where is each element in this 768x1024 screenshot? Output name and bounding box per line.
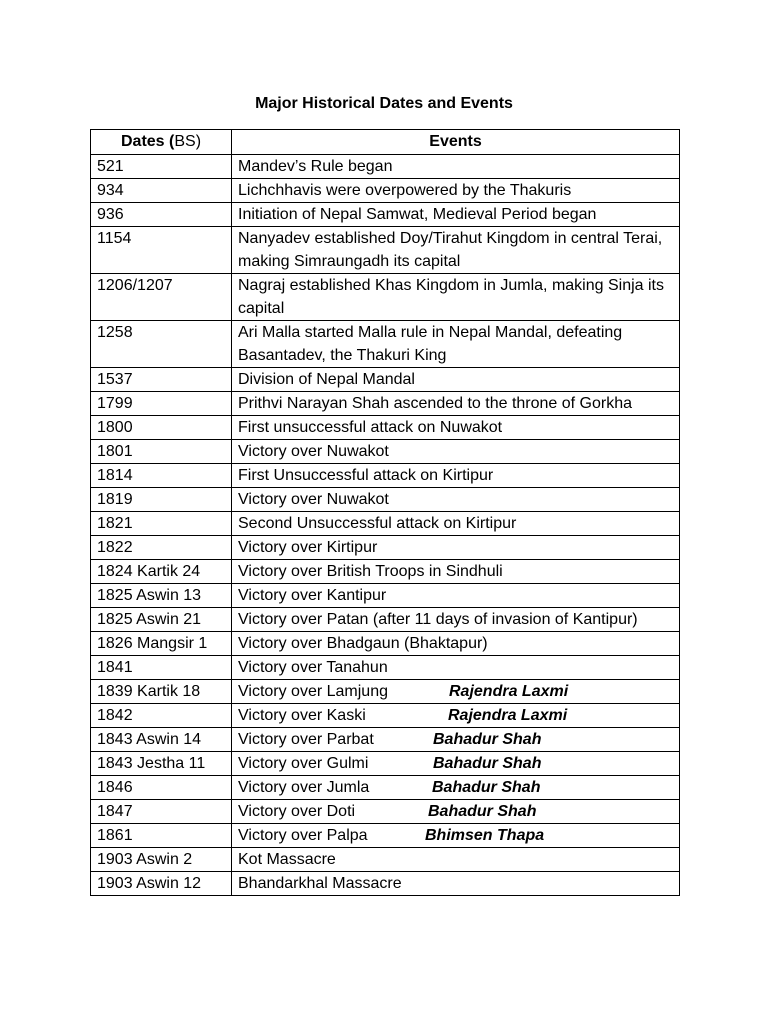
event-text: Victory over Nuwakot bbox=[238, 443, 389, 460]
event-line bbox=[238, 179, 673, 202]
event-cell bbox=[232, 848, 680, 872]
date-cell: 1825 Aswin 13 bbox=[91, 584, 232, 608]
event-cell bbox=[232, 752, 680, 776]
ruler-name: Bahadur Shah bbox=[433, 755, 542, 772]
event-cell bbox=[232, 440, 680, 464]
events-column-header bbox=[232, 130, 680, 155]
event-line bbox=[238, 824, 673, 847]
table-row bbox=[91, 608, 680, 632]
event-text: Victory over Nuwakot bbox=[238, 491, 389, 508]
event-line bbox=[238, 155, 673, 178]
event-text: Victory over Gulmi bbox=[238, 755, 369, 772]
table-row bbox=[91, 848, 680, 872]
dates-column-header bbox=[91, 130, 232, 155]
page-title: Major Historical Dates and Events bbox=[255, 95, 513, 112]
event-line bbox=[238, 608, 673, 631]
event-cell bbox=[232, 632, 680, 656]
event-cell bbox=[232, 488, 680, 512]
date-cell: 1824 Kartik 24 bbox=[91, 560, 232, 584]
table-row bbox=[91, 512, 680, 536]
ruler-name: Bhimsen Thapa bbox=[425, 827, 545, 844]
event-line bbox=[238, 560, 673, 583]
event-text: Victory over Parbat bbox=[238, 731, 374, 748]
event-text: Initiation of Nepal Samwat, Medieval Period began bbox=[238, 206, 597, 223]
table-row bbox=[91, 392, 680, 416]
event-line bbox=[238, 848, 673, 871]
event-line bbox=[238, 416, 673, 439]
date-cell: 1801 bbox=[91, 440, 232, 464]
date-cell: 1537 bbox=[91, 368, 232, 392]
ruler-name: Rajendra Laxmi bbox=[448, 707, 568, 724]
date-cell: 1826 Mangsir 1 bbox=[91, 632, 232, 656]
table-row bbox=[91, 440, 680, 464]
date-cell: 1841 bbox=[91, 656, 232, 680]
event-text: Division of Nepal Mandal bbox=[238, 371, 415, 388]
table-row bbox=[91, 416, 680, 440]
date-cell: 1822 bbox=[91, 536, 232, 560]
event-line bbox=[238, 728, 673, 751]
date-cell: 1847 bbox=[91, 800, 232, 824]
event-cell bbox=[232, 872, 680, 896]
date-cell: 1154 bbox=[91, 227, 232, 274]
event-cell bbox=[232, 227, 680, 274]
event-line bbox=[238, 536, 673, 559]
event-cell bbox=[232, 824, 680, 848]
event-text: Victory over Patan (after 11 days of invasion of Kantipur) bbox=[238, 611, 638, 628]
table-row bbox=[91, 824, 680, 848]
event-text: Bhandarkhal Massacre bbox=[238, 875, 402, 892]
ruler-name: Rajendra Laxmi bbox=[449, 683, 569, 700]
event-text: Victory over British Troops in Sindhuli bbox=[238, 563, 503, 580]
table-row bbox=[91, 227, 680, 274]
event-line bbox=[238, 680, 673, 703]
event-cell bbox=[232, 155, 680, 179]
event-line bbox=[238, 392, 673, 415]
event-cell bbox=[232, 536, 680, 560]
event-cell bbox=[232, 368, 680, 392]
date-cell: 1861 bbox=[91, 824, 232, 848]
event-text: Victory over Palpa bbox=[238, 827, 368, 844]
date-cell: 1819 bbox=[91, 488, 232, 512]
table-row bbox=[91, 776, 680, 800]
date-cell: 936 bbox=[91, 203, 232, 227]
table-row bbox=[91, 872, 680, 896]
event-cell bbox=[232, 776, 680, 800]
date-cell: 1814 bbox=[91, 464, 232, 488]
date-cell: 521 bbox=[91, 155, 232, 179]
date-cell: 1799 bbox=[91, 392, 232, 416]
table-row bbox=[91, 488, 680, 512]
date-cell: 1839 Kartik 18 bbox=[91, 680, 232, 704]
date-cell: 1825 Aswin 21 bbox=[91, 608, 232, 632]
event-line bbox=[238, 464, 673, 487]
table-row bbox=[91, 464, 680, 488]
event-text: Victory over Bhadgaun (Bhaktapur) bbox=[238, 635, 488, 652]
event-cell bbox=[232, 560, 680, 584]
event-text: Victory over Jumla bbox=[238, 779, 370, 796]
date-cell: 1846 bbox=[91, 776, 232, 800]
event-line bbox=[238, 752, 673, 775]
table-row bbox=[91, 274, 680, 321]
event-text: Victory over Kantipur bbox=[238, 587, 387, 604]
event-line bbox=[238, 776, 673, 799]
table-row bbox=[91, 752, 680, 776]
date-cell: 1800 bbox=[91, 416, 232, 440]
table-row bbox=[91, 680, 680, 704]
date-cell: 1206/1207 bbox=[91, 274, 232, 321]
event-text: Second Unsuccessful attack on Kirtipur bbox=[238, 515, 517, 532]
event-cell bbox=[232, 800, 680, 824]
date-cell: 934 bbox=[91, 179, 232, 203]
table-row bbox=[91, 321, 680, 368]
ruler-name: Bahadur Shah bbox=[433, 731, 542, 748]
event-line bbox=[238, 368, 673, 391]
event-line bbox=[238, 274, 673, 320]
table-row bbox=[91, 632, 680, 656]
dates-header-label: Dates ( bbox=[120, 133, 175, 150]
table-row bbox=[91, 656, 680, 680]
event-cell bbox=[232, 680, 680, 704]
event-text: Victory over Lamjung bbox=[238, 683, 388, 700]
event-text: First unsuccessful attack on Nuwakot bbox=[238, 419, 503, 436]
table-body bbox=[91, 155, 680, 896]
event-cell bbox=[232, 656, 680, 680]
event-line bbox=[238, 704, 673, 727]
date-cell: 1903 Aswin 2 bbox=[91, 848, 232, 872]
ruler-name: Bahadur Shah bbox=[428, 803, 537, 820]
event-line bbox=[238, 656, 673, 679]
event-cell bbox=[232, 392, 680, 416]
event-line bbox=[238, 512, 673, 535]
event-line bbox=[238, 440, 673, 463]
table-header-row bbox=[91, 130, 680, 155]
event-cell bbox=[232, 179, 680, 203]
event-cell bbox=[232, 203, 680, 227]
event-cell bbox=[232, 274, 680, 321]
table-row bbox=[91, 203, 680, 227]
date-cell: 1843 Jestha 11 bbox=[91, 752, 232, 776]
event-line bbox=[238, 584, 673, 607]
event-text: Victory over Kirtipur bbox=[238, 539, 378, 556]
date-cell: 1843 Aswin 14 bbox=[91, 728, 232, 752]
event-line bbox=[238, 488, 673, 511]
event-cell bbox=[232, 608, 680, 632]
event-text: Nanyadev established Doy/Tirahut Kingdom in central Terai, making Simraungadh its capital bbox=[238, 230, 663, 270]
date-cell: 1842 bbox=[91, 704, 232, 728]
event-text: Prithvi Narayan Shah ascended to the throne of Gorkha bbox=[238, 395, 633, 412]
dates-header-unit: BS) bbox=[174, 133, 202, 150]
table-row bbox=[91, 179, 680, 203]
ruler-name: Bahadur Shah bbox=[432, 779, 541, 796]
events-header-label: Events bbox=[429, 133, 482, 150]
date-cell: 1821 bbox=[91, 512, 232, 536]
event-text: Kot Massacre bbox=[238, 851, 336, 868]
event-text: Nagraj established Khas Kingdom in Jumla, making Sinja its capital bbox=[238, 277, 664, 317]
event-line bbox=[238, 227, 673, 273]
table-row bbox=[91, 560, 680, 584]
event-text: Lichchhavis were overpowered by the Thakuris bbox=[238, 182, 572, 199]
table-row bbox=[91, 584, 680, 608]
event-text: Victory over Kaski bbox=[238, 707, 366, 724]
event-cell bbox=[232, 416, 680, 440]
event-text: Mandev’s Rule began bbox=[238, 158, 393, 175]
table-row bbox=[91, 728, 680, 752]
event-text: Ari Malla started Malla rule in Nepal Mandal, defeating Basantadev, the Thakuri King bbox=[238, 324, 623, 364]
event-line bbox=[238, 800, 673, 823]
event-cell bbox=[232, 321, 680, 368]
event-cell bbox=[232, 584, 680, 608]
event-line bbox=[238, 321, 673, 367]
event-text: Victory over Tanahun bbox=[238, 659, 388, 676]
date-cell: 1903 Aswin 12 bbox=[91, 872, 232, 896]
event-line bbox=[238, 203, 673, 226]
event-cell bbox=[232, 464, 680, 488]
table-row bbox=[91, 800, 680, 824]
event-cell bbox=[232, 728, 680, 752]
events-table bbox=[90, 129, 680, 896]
event-text: Victory over Doti bbox=[238, 803, 356, 820]
table-row bbox=[91, 368, 680, 392]
table-row bbox=[91, 704, 680, 728]
table-row bbox=[91, 536, 680, 560]
event-line bbox=[238, 632, 673, 655]
event-cell bbox=[232, 512, 680, 536]
event-line bbox=[238, 872, 673, 895]
event-text: First Unsuccessful attack on Kirtipur bbox=[238, 467, 494, 484]
table-row bbox=[91, 155, 680, 179]
date-cell: 1258 bbox=[91, 321, 232, 368]
event-cell bbox=[232, 704, 680, 728]
